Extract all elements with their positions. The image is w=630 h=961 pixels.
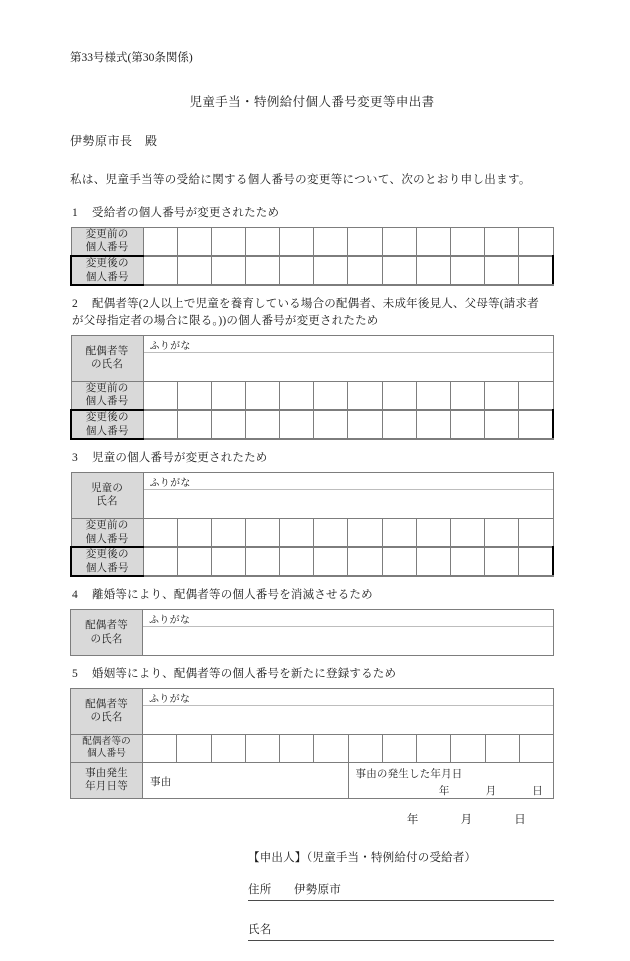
before-number-label: [71, 381, 143, 410]
digit-cell[interactable]: [143, 256, 177, 285]
before-number-label: [71, 518, 143, 547]
section-5-heading-text: 婚姻等により、配偶者等の個人番号を新たに登録するため: [92, 668, 397, 681]
digit-cell[interactable]: [177, 227, 211, 256]
form-page: [70, 50, 554, 961]
digit-cell[interactable]: [211, 734, 245, 762]
section-1-heading-text: 受給者の個人番号が変更されたため: [92, 207, 280, 220]
section-1: [70, 205, 554, 286]
day-marker: 日: [532, 785, 543, 797]
section-4-heading: [70, 587, 554, 604]
digit-cell[interactable]: [485, 547, 519, 576]
digit-cell[interactable]: [245, 734, 279, 762]
after-number-row: [71, 410, 553, 439]
digit-cell[interactable]: [382, 227, 416, 256]
after-number-label: [71, 410, 143, 439]
before-number-label-line2: 個人番号: [85, 396, 129, 408]
digit-cell[interactable]: [143, 381, 177, 410]
digit-cell[interactable]: [382, 518, 416, 547]
after-number-row: [71, 547, 553, 576]
section-5-table: [70, 688, 554, 799]
section-4-table: [70, 609, 554, 656]
spouse-name-label: [71, 335, 143, 381]
address-field[interactable]: [248, 881, 554, 901]
section-1-table: [70, 227, 554, 287]
digit-cell[interactable]: [177, 410, 211, 439]
name-label: 氏名: [248, 923, 272, 936]
digit-cell[interactable]: [382, 547, 416, 576]
digit-cell[interactable]: [450, 381, 484, 410]
spouse-number-label-line1: 配偶者等の: [82, 735, 131, 747]
digit-cell[interactable]: [417, 734, 451, 762]
spouse-name-row: [71, 335, 553, 381]
name-input-area[interactable]: [144, 490, 553, 518]
address-value: 伊勢原市: [294, 883, 342, 896]
digit-cell[interactable]: [382, 734, 416, 762]
spouse-name-label-line1: 配偶者等: [85, 345, 129, 357]
digit-cell[interactable]: [382, 410, 416, 439]
digit-cell[interactable]: [450, 227, 484, 256]
digit-cell[interactable]: [280, 734, 314, 762]
digit-cell[interactable]: [348, 547, 382, 576]
digit-cell[interactable]: [416, 227, 450, 256]
digit-cell[interactable]: [143, 518, 177, 547]
section-5: [70, 666, 554, 799]
digit-cell[interactable]: [485, 518, 519, 547]
name-input-area[interactable]: [144, 353, 553, 381]
after-number-label: [71, 256, 143, 285]
section-3-number: 3: [72, 452, 78, 465]
digit-cell[interactable]: [416, 518, 450, 547]
digit-cell[interactable]: [143, 734, 177, 762]
after-number-label: [71, 547, 143, 576]
spouse-name-label-line1: 配偶者等: [85, 620, 128, 631]
spouse-name-label: [71, 610, 143, 656]
digit-cell[interactable]: [177, 518, 211, 547]
digit-cell[interactable]: [314, 518, 348, 547]
digit-cell[interactable]: [211, 256, 245, 285]
addressee-line: 伊勢原市長 殿: [70, 134, 158, 149]
digit-cell[interactable]: [450, 410, 484, 439]
digit-cell[interactable]: [245, 256, 279, 285]
digit-cell[interactable]: [177, 547, 211, 576]
before-number-label-line2: 個人番号: [85, 242, 129, 254]
after-number-label-line1: 変更後の: [85, 411, 129, 423]
digit-cell[interactable]: [314, 410, 348, 439]
section-1-heading: [70, 205, 554, 222]
child-name-row: [71, 472, 553, 518]
digit-cell[interactable]: [314, 256, 348, 285]
digit-cell[interactable]: [519, 227, 553, 256]
occurrence-date-label: [71, 762, 143, 798]
before-number-row: [71, 227, 553, 256]
digit-cell[interactable]: [280, 256, 314, 285]
after-number-label-line1: 変更後の: [85, 549, 129, 561]
child-name-label-line2: 氏名: [96, 496, 118, 508]
before-number-label-line2: 個人番号: [85, 533, 129, 545]
digit-cell[interactable]: [382, 256, 416, 285]
digit-cell[interactable]: [211, 410, 245, 439]
digit-cell[interactable]: [348, 227, 382, 256]
digit-cell[interactable]: [348, 410, 382, 439]
occurrence-date-label-line2: 年月日等: [85, 781, 128, 793]
occurrence-date-field[interactable]: [348, 762, 554, 798]
spouse-name-field[interactable]: [143, 335, 553, 381]
child-name-field[interactable]: [143, 472, 553, 518]
digit-cell[interactable]: [280, 227, 314, 256]
spouse-name-row: [71, 688, 554, 734]
digit-cell[interactable]: [280, 547, 314, 576]
digit-cell[interactable]: [450, 256, 484, 285]
day-marker: 日: [514, 813, 526, 826]
digit-cell[interactable]: [245, 410, 279, 439]
spouse-name-row: [71, 610, 554, 656]
digit-cell[interactable]: [416, 547, 450, 576]
section-4-heading-text: 離婚等により、配偶者等の個人番号を消滅させるため: [92, 589, 373, 602]
digit-cell[interactable]: [416, 256, 450, 285]
digit-cell[interactable]: [211, 518, 245, 547]
digit-cell[interactable]: [143, 227, 177, 256]
digit-cell[interactable]: [485, 734, 519, 762]
reason-caption: 事由: [150, 777, 172, 789]
digit-cell[interactable]: [245, 547, 279, 576]
document-title: 児童手当・特例給付個人番号変更等申出書: [189, 95, 435, 110]
section-2-heading-text-line2: が父母指定者の場合に限る。))の個人番号が変更されたため: [72, 315, 379, 327]
section-5-heading: [70, 666, 554, 683]
spouse-name-label-line2: の氏名: [90, 633, 123, 645]
occurrence-row: [71, 762, 554, 798]
digit-cell[interactable]: [177, 734, 211, 762]
spouse-number-label-line2: 個人番号: [87, 748, 126, 760]
digit-cell[interactable]: [143, 547, 177, 576]
intro-statement: 私は、児童手当等の受給に関する個人番号の変更等について、次のとおり申し出ます。: [70, 174, 531, 187]
digit-cell[interactable]: [450, 547, 484, 576]
digit-cell[interactable]: [485, 410, 519, 439]
after-number-label-line2: 個人番号: [85, 271, 129, 283]
digit-cell[interactable]: [348, 518, 382, 547]
digit-cell[interactable]: [348, 256, 382, 285]
section-2: [70, 296, 554, 440]
digit-cell[interactable]: [519, 410, 553, 439]
after-number-label-line2: 個人番号: [85, 562, 129, 574]
digit-cell[interactable]: [177, 381, 211, 410]
occurrence-date-caption: 事由の発生した年月日: [355, 768, 463, 780]
digit-cell[interactable]: [280, 518, 314, 547]
after-number-row: [71, 256, 553, 285]
year-marker: 年: [406, 813, 419, 826]
digit-cell[interactable]: [245, 518, 279, 547]
digit-cell[interactable]: [519, 256, 553, 285]
spouse-name-label: [71, 688, 143, 734]
section-4: [70, 587, 554, 656]
submission-date-line[interactable]: [70, 811, 554, 827]
digit-cell[interactable]: [314, 547, 348, 576]
month-marker: 月: [460, 813, 473, 826]
furigana-label: ふりがな: [144, 473, 553, 490]
name-input-area[interactable]: [143, 706, 553, 734]
year-marker: 年: [438, 785, 450, 797]
before-number-row: [71, 518, 553, 547]
digit-cell[interactable]: [177, 256, 211, 285]
digit-cell[interactable]: [245, 227, 279, 256]
digit-cell[interactable]: [485, 381, 519, 410]
section-3-heading-text: 児童の個人番号が変更されたため: [92, 452, 268, 465]
digit-cell[interactable]: [485, 227, 519, 256]
digit-cell[interactable]: [314, 734, 348, 762]
address-label: 住所: [248, 883, 272, 896]
spouse-name-label-line1: 配偶者等: [85, 698, 128, 710]
digit-cell[interactable]: [314, 381, 348, 410]
applicant-heading: 【申出人】（児童手当・特例給付の受給者）: [248, 851, 477, 864]
digit-cell[interactable]: [211, 381, 245, 410]
furigana-label: ふりがな: [144, 336, 553, 353]
section-3: [70, 450, 554, 577]
before-number-label-line1: 変更前の: [85, 228, 129, 240]
after-number-label-line1: 変更後の: [85, 258, 129, 270]
before-number-label-line1: 変更前の: [85, 519, 129, 531]
section-2-number: 2: [72, 298, 78, 311]
section-2-heading: [70, 296, 554, 329]
digit-cell[interactable]: [519, 381, 553, 410]
section-2-table: [70, 335, 554, 441]
before-number-label: [71, 227, 143, 256]
name-field[interactable]: [248, 921, 554, 941]
section-4-number: 4: [72, 589, 78, 602]
digit-cell[interactable]: [280, 410, 314, 439]
after-number-label-line2: 個人番号: [85, 425, 129, 437]
spouse-number-row: [71, 734, 554, 762]
occurrence-date-label-line1: 事由発生: [85, 767, 128, 779]
digit-cell[interactable]: [211, 547, 245, 576]
before-number-label-line1: 変更前の: [85, 382, 129, 394]
spouse-number-label: [71, 734, 143, 762]
digit-cell[interactable]: [348, 734, 382, 762]
section-2-heading-text: 配偶者等(2人以上で児童を養育している場合の配偶者、未成年後見人、父母等(請求者: [92, 298, 539, 311]
digit-cell[interactable]: [519, 734, 553, 762]
form-footer: [70, 811, 554, 941]
spouse-name-field[interactable]: [143, 610, 554, 656]
digit-cell[interactable]: [416, 410, 450, 439]
furigana-label: ふりがな: [143, 689, 553, 706]
occurrence-ymd-markers: [349, 781, 554, 798]
digit-cell[interactable]: [416, 381, 450, 410]
digit-cell[interactable]: [348, 381, 382, 410]
name-input-area[interactable]: [143, 627, 553, 655]
section-1-number: 1: [72, 207, 78, 220]
section-3-heading: [70, 450, 554, 467]
spouse-name-label-line2: の氏名: [90, 359, 124, 371]
section-5-number: 5: [72, 668, 78, 681]
digit-cell[interactable]: [211, 227, 245, 256]
digit-cell[interactable]: [519, 518, 553, 547]
digit-cell[interactable]: [143, 410, 177, 439]
reason-field[interactable]: [143, 762, 349, 798]
form-code: 第33号様式(第30条関係): [70, 52, 193, 64]
digit-cell[interactable]: [245, 381, 279, 410]
month-marker: 月: [485, 785, 497, 797]
digit-cell[interactable]: [485, 256, 519, 285]
section-3-table: [70, 472, 554, 578]
digit-cell[interactable]: [451, 734, 485, 762]
child-name-label-line1: 児童の: [90, 482, 124, 494]
digit-cell[interactable]: [519, 547, 553, 576]
digit-cell[interactable]: [280, 381, 314, 410]
digit-cell[interactable]: [382, 381, 416, 410]
spouse-name-label-line2: の氏名: [90, 712, 123, 724]
digit-cell[interactable]: [314, 227, 348, 256]
spouse-name-field[interactable]: [143, 688, 554, 734]
furigana-label: ふりがな: [143, 610, 553, 627]
digit-cell[interactable]: [450, 518, 484, 547]
before-number-row: [71, 381, 553, 410]
child-name-label: [71, 472, 143, 518]
